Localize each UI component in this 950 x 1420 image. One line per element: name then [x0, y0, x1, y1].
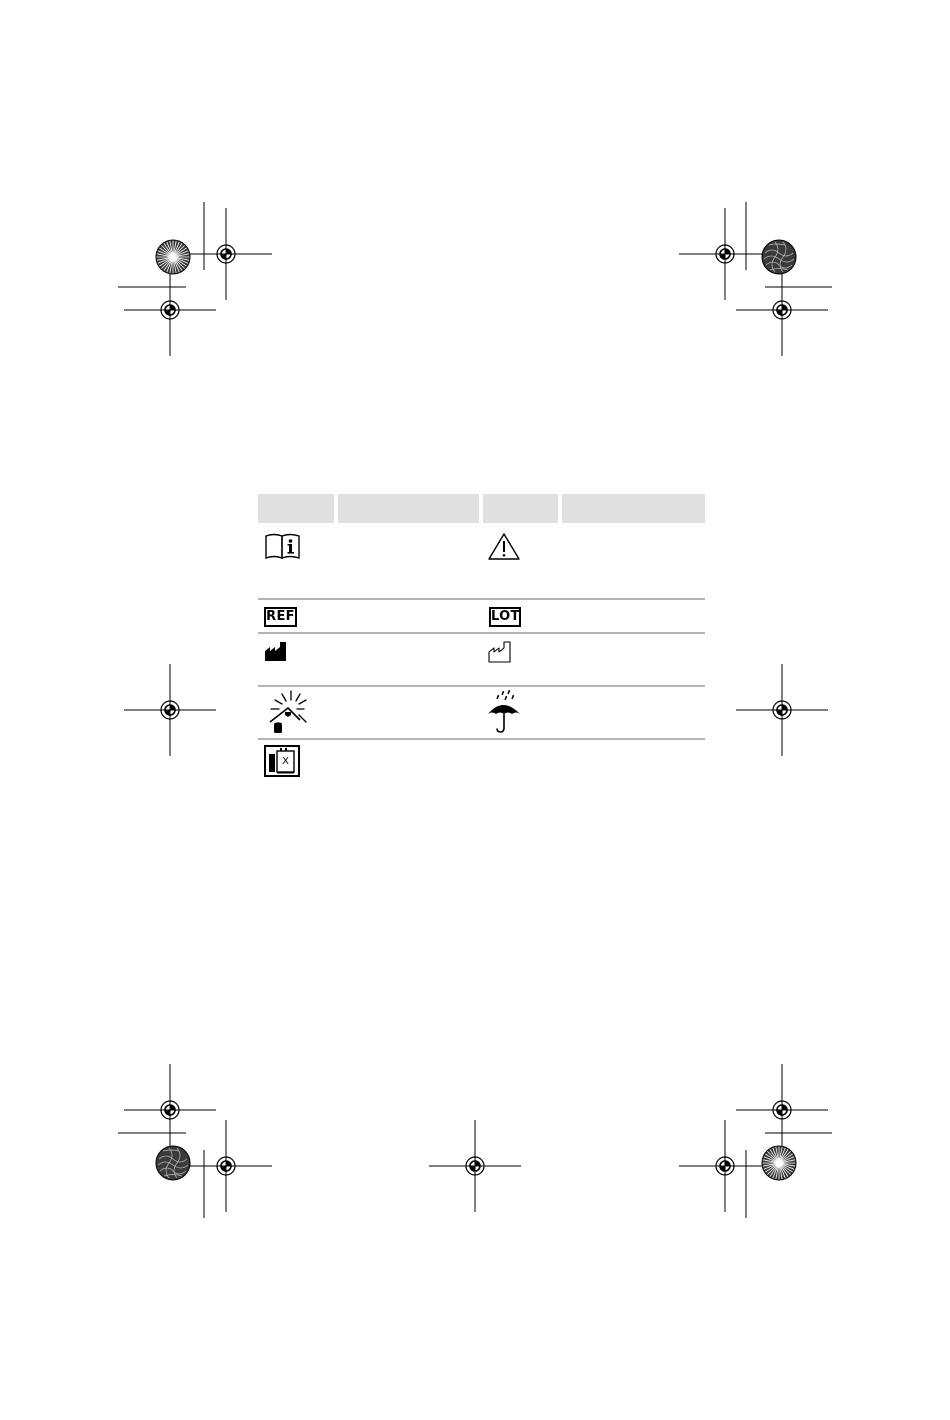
row-divider	[258, 632, 705, 634]
header-cell-symbol-2	[483, 494, 558, 523]
ref-catalogue-number-icon: REF	[264, 607, 297, 627]
header-cell-description-1	[338, 494, 479, 523]
header-cell-description-2	[562, 494, 705, 523]
svg-text:X: X	[282, 756, 289, 767]
lot-batch-code-icon: LOT	[489, 607, 521, 627]
keep-away-from-sunlight-icon	[262, 690, 308, 734]
consult-instructions-icon	[264, 533, 302, 561]
keep-dry-icon	[486, 690, 522, 734]
stacking-limit-icon	[264, 745, 300, 777]
row-divider	[258, 598, 705, 600]
row-divider	[258, 685, 705, 687]
header-cell-symbol-1	[258, 494, 334, 523]
row-divider	[258, 738, 705, 740]
caution-warning-icon	[487, 532, 521, 562]
date-of-manufacture-icon	[488, 641, 512, 663]
manufacturer-icon	[264, 641, 288, 662]
